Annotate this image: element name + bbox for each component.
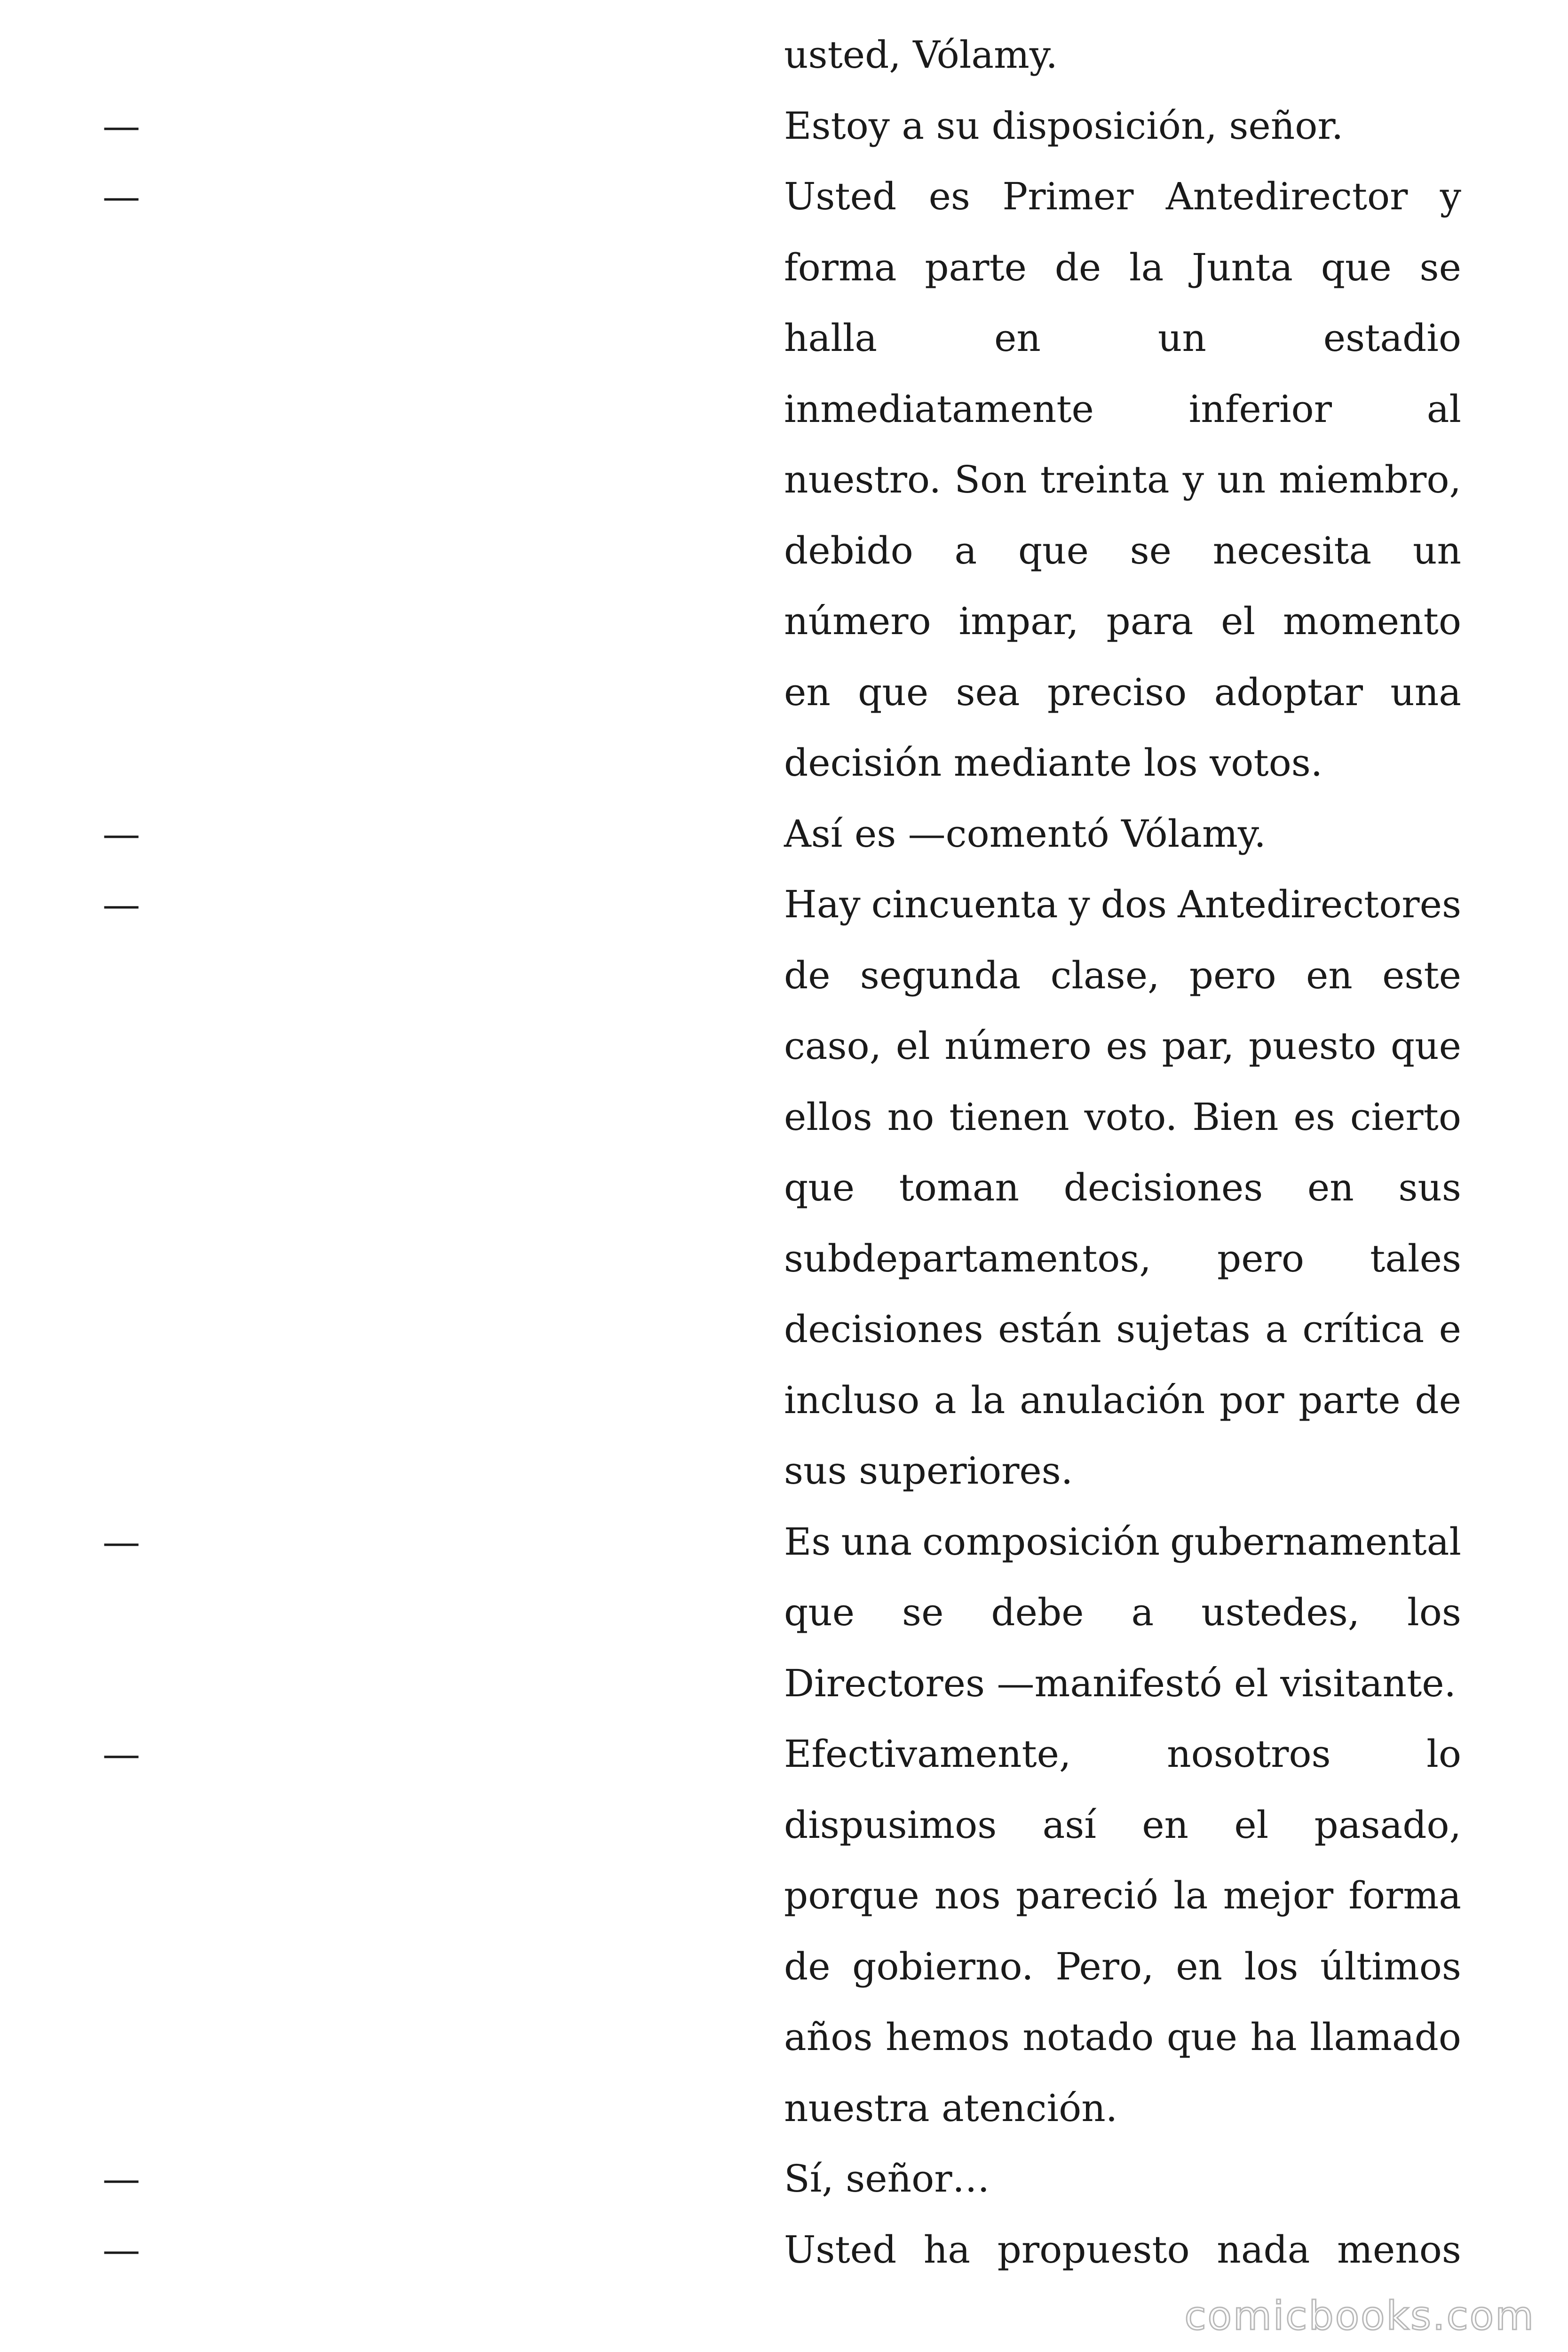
word: segunda (860, 954, 1021, 997)
text-line (0, 1011, 1568, 1081)
word: lo (1426, 1732, 1461, 1776)
word: decisiones (784, 1307, 983, 1351)
word: sea (956, 670, 1020, 714)
word: en (1306, 954, 1353, 997)
text-line (0, 586, 1568, 657)
word: cincuenta (871, 882, 1058, 926)
dialogue-dash: — (103, 175, 140, 218)
text-line (0, 1648, 1568, 1719)
word: el (1221, 599, 1256, 643)
line-text (784, 516, 1461, 586)
text-line (0, 728, 1568, 798)
word: ha (1250, 2015, 1297, 2059)
line-text (784, 1011, 1461, 1081)
word: la (971, 1378, 1006, 1422)
word: Hay (784, 882, 861, 926)
word: es (1293, 1095, 1335, 1139)
text-line (0, 869, 1568, 940)
text-line (0, 516, 1568, 586)
word: una (1390, 670, 1461, 714)
word: Antedirector (1165, 175, 1408, 218)
word: composición (922, 1520, 1160, 1564)
word: a (954, 529, 977, 572)
text-line (0, 1152, 1568, 1223)
word: dispusimos (784, 1803, 997, 1847)
word: notado (1022, 2015, 1154, 2059)
word: número (784, 599, 931, 643)
word: voto. (1084, 1095, 1178, 1139)
line-text (784, 586, 1461, 657)
line-text (784, 1931, 1461, 2002)
word: Es (784, 1520, 831, 1564)
watermark: comicbooks.com (1184, 2293, 1535, 2339)
word: Usted (784, 175, 897, 218)
text-line (0, 1436, 1568, 1506)
line-text: decisión mediante los votos. (784, 741, 1323, 785)
word: número (944, 1024, 1092, 1068)
word: un (1412, 529, 1461, 572)
line-text (784, 1860, 1461, 1931)
word: subdepartamentos, (784, 1237, 1151, 1280)
word: Antedirectores (1178, 882, 1461, 926)
word: par, (1162, 1024, 1235, 1068)
text-line (0, 1224, 1568, 1294)
word: en (784, 670, 831, 714)
word: un (1157, 316, 1206, 360)
line-text: Directores —manifestó el visitante. (784, 1661, 1456, 1705)
text-line (0, 303, 1568, 373)
word: pareció (1015, 1874, 1158, 1917)
line-text (784, 1294, 1461, 1365)
word: gobierno. (852, 1945, 1034, 1988)
word: se (902, 1590, 944, 1634)
word: que (1390, 1024, 1461, 1068)
line-text: sus superiores. (784, 1449, 1073, 1493)
line-text (784, 2215, 1461, 2285)
text-line (0, 1577, 1568, 1648)
word: Bien (1192, 1095, 1279, 1139)
word: por (1219, 1378, 1284, 1422)
word: tienen (949, 1095, 1069, 1139)
line-text (784, 1507, 1461, 1577)
word: que (1166, 2015, 1237, 2059)
word: sus (1398, 1166, 1461, 1209)
word: nada (1217, 2228, 1310, 2272)
word: debe (991, 1590, 1084, 1634)
word: debido (784, 529, 913, 572)
line-text (784, 2002, 1461, 2073)
line-text (784, 1224, 1461, 1294)
word: nos (934, 1874, 1001, 1917)
line-text: nuestra atención. (784, 2086, 1118, 2130)
word: momento (1283, 599, 1461, 643)
line-text: usted, Vólamy. (784, 33, 1058, 77)
word: forma (784, 246, 897, 289)
word: tales (1370, 1237, 1461, 1280)
word: parte (925, 246, 1027, 289)
dialogue-dash: — (103, 2228, 140, 2272)
word: y (1182, 458, 1204, 501)
line-text (784, 940, 1461, 1011)
word: nosotros (1167, 1732, 1331, 1776)
word: que (858, 670, 929, 714)
word: a (1265, 1307, 1288, 1351)
word: mejor (1223, 1874, 1334, 1917)
word: a (1131, 1590, 1154, 1634)
word: adoptar (1214, 670, 1363, 714)
line-text (784, 1719, 1461, 1789)
word: el (1234, 1803, 1269, 1847)
word: la (1173, 1874, 1208, 1917)
word: se (1419, 246, 1461, 289)
line-text: Sí, señor… (784, 2157, 990, 2201)
word: de (784, 954, 831, 997)
word: no (887, 1095, 934, 1139)
word: los (1244, 1945, 1299, 1988)
text-line (0, 2073, 1568, 2144)
text-line (0, 2144, 1568, 2214)
text-line (0, 1507, 1568, 1577)
word: toman (899, 1166, 1020, 1209)
word: ha (923, 2228, 971, 2272)
word: Son (954, 458, 1027, 501)
word: Efectivamente, (784, 1732, 1071, 1776)
word: gubernamental (1170, 1520, 1461, 1564)
word: en (1142, 1803, 1189, 1847)
word: y (1440, 175, 1461, 218)
word: años (784, 2015, 873, 2059)
line-text (784, 869, 1461, 940)
word: menos (1337, 2228, 1461, 2272)
line-text (784, 657, 1461, 728)
word: a (934, 1378, 957, 1422)
word: e (1439, 1307, 1461, 1351)
word: el (895, 1024, 930, 1068)
word: necesita (1212, 529, 1372, 572)
text-line (0, 91, 1568, 161)
word: parte (1299, 1378, 1401, 1422)
text-line (0, 1790, 1568, 1860)
text-line (0, 1082, 1568, 1152)
line-text (784, 1790, 1461, 1860)
word: hemos (885, 2015, 1010, 2059)
word: de (1054, 246, 1101, 289)
word: treinta (1040, 458, 1170, 501)
word: llamado (1310, 2015, 1461, 2059)
line-text (784, 303, 1461, 373)
word: preciso (1047, 670, 1187, 714)
text-line (0, 232, 1568, 303)
word: inferior (1188, 387, 1332, 431)
word: así (1042, 1803, 1096, 1847)
word: pero (1189, 954, 1276, 997)
word: es (928, 175, 970, 218)
line-text (784, 445, 1461, 515)
word: ellos (784, 1095, 872, 1139)
word: Primer (1002, 175, 1134, 218)
dialogue-dash: — (103, 882, 140, 926)
word: miembro, (1279, 458, 1461, 501)
word: incluso (784, 1378, 920, 1422)
word: que (784, 1590, 855, 1634)
word: que (1018, 529, 1089, 572)
word: al (1426, 387, 1461, 431)
word: se (1130, 529, 1172, 572)
word: nuestro. (784, 458, 942, 501)
text-line (0, 1719, 1568, 1789)
line-text (784, 232, 1461, 303)
word: este (1382, 954, 1461, 997)
dialogue-dash: — (103, 1520, 140, 1564)
text-line (0, 657, 1568, 728)
word: forma (1348, 1874, 1461, 1917)
word: dos (1101, 882, 1167, 926)
word: están (998, 1307, 1101, 1351)
text-line (0, 1860, 1568, 1931)
word: Pero, (1055, 1945, 1154, 1988)
word: puesto (1248, 1024, 1377, 1068)
line-text (784, 1082, 1461, 1152)
line-text (784, 374, 1461, 445)
word: inmediatamente (784, 387, 1094, 431)
text-line (0, 445, 1568, 515)
word: que (1321, 246, 1392, 289)
text-line (0, 374, 1568, 445)
word: porque (784, 1874, 919, 1917)
dialogue-dash: — (103, 812, 140, 856)
line-text: Así es —comentó Vólamy. (784, 812, 1266, 856)
word: en (1176, 1945, 1223, 1988)
word: de (1415, 1378, 1461, 1422)
word: la (1129, 246, 1164, 289)
line-text (784, 1152, 1461, 1223)
text-line (0, 940, 1568, 1011)
text-line (0, 2002, 1568, 2073)
text-line (0, 799, 1568, 869)
word: sujetas (1116, 1307, 1251, 1351)
line-text (784, 1577, 1461, 1648)
dialogue-dash: — (103, 1732, 140, 1776)
word: y (1069, 882, 1090, 926)
word: que (784, 1166, 855, 1209)
word: un (1217, 458, 1266, 501)
word: impar, (958, 599, 1079, 643)
word: pasado, (1314, 1803, 1461, 1847)
dialogue-dash: — (103, 2157, 140, 2201)
word: cierto (1350, 1095, 1461, 1139)
word: es (1106, 1024, 1148, 1068)
word: decisiones (1063, 1166, 1263, 1209)
word: crítica (1302, 1307, 1425, 1351)
line-text (784, 1365, 1461, 1436)
text-line (0, 1365, 1568, 1436)
word: halla (784, 316, 878, 360)
word: clase, (1050, 954, 1160, 997)
text-line (0, 161, 1568, 232)
word: estadio (1323, 316, 1461, 360)
word: en (1307, 1166, 1354, 1209)
word: los (1407, 1590, 1461, 1634)
word: pero (1217, 1237, 1304, 1280)
word: en (994, 316, 1041, 360)
text-line (0, 20, 1568, 90)
word: para (1106, 599, 1194, 643)
line-text (784, 161, 1461, 232)
text-line (0, 1294, 1568, 1365)
word: una (841, 1520, 912, 1564)
word: Usted (784, 2228, 897, 2272)
word: de (784, 1945, 831, 1988)
dialogue-dash: — (103, 104, 140, 148)
line-text: Estoy a su disposición, señor. (784, 104, 1344, 148)
word: propuesto (997, 2228, 1190, 2272)
word: anulación (1020, 1378, 1205, 1422)
text-line (0, 1931, 1568, 2002)
word: últimos (1320, 1945, 1461, 1988)
text-line (0, 2215, 1568, 2285)
word: Junta (1192, 246, 1293, 289)
word: caso, (784, 1024, 882, 1068)
word: ustedes, (1201, 1590, 1360, 1634)
